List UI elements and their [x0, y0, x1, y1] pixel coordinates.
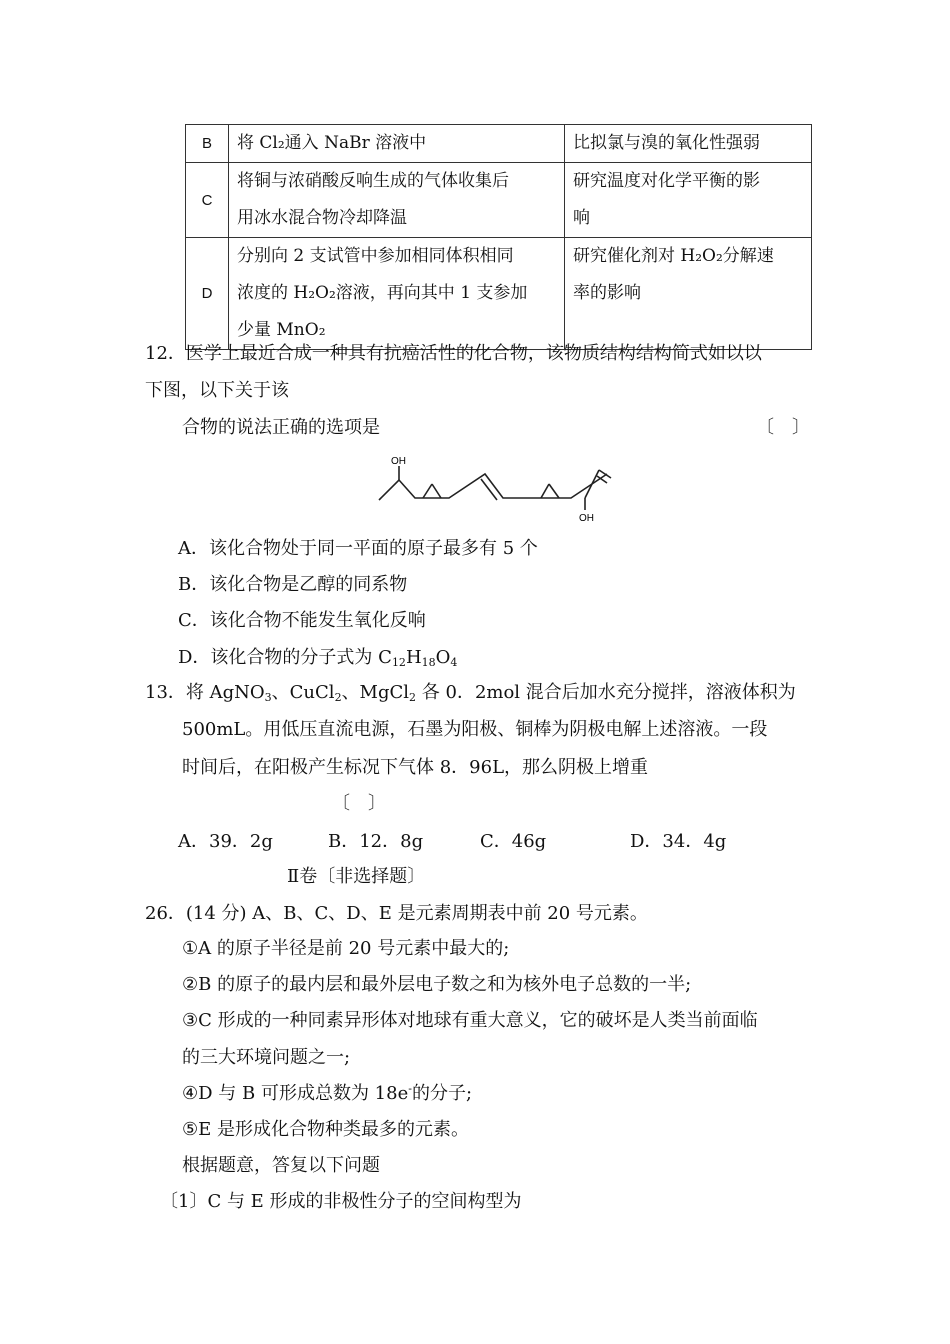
subscript: 12 — [391, 656, 406, 669]
subscript: 4 — [450, 656, 458, 669]
vinyl-double — [599, 470, 611, 478]
table-row — [186, 163, 812, 238]
subscript: 18 — [421, 656, 436, 669]
q26-item-3-line1: ③C 形成的一种同素异形体对地球有重大意义，它的破坏是人类当前面临 — [182, 1010, 758, 1031]
oh-top-label: OH — [391, 456, 406, 467]
text-span: 各 0．2mol 混合后加水充分搅拌，溶液体积为 — [416, 682, 796, 703]
row-label: D — [186, 238, 229, 350]
q12-option-d — [178, 646, 457, 670]
text-span: H — [405, 647, 422, 668]
epoxide-ring-right — [549, 484, 559, 498]
row-label: B — [186, 125, 229, 163]
cell-line: 将 Cl₂通入 NaBr 溶液中 — [237, 133, 427, 153]
subscript: 2 — [409, 691, 417, 704]
q13-option-a: A．39．2g — [178, 831, 273, 852]
table-cell — [565, 238, 812, 350]
q26-instruction: 根据题意，答复以下问题 — [182, 1155, 380, 1176]
cell-line: 响 — [573, 208, 590, 228]
cell-line: 将铜与浓硝酸反响生成的气体收集后 — [237, 171, 509, 191]
q26-stem: 26．(14 分) A、B、C、D、E 是元素周期表中前 20 号元素。 — [145, 903, 648, 924]
table-cell — [229, 238, 565, 350]
q13-answer-bracket: 〔 〕 — [332, 793, 386, 814]
text-span: 的分子; — [411, 1083, 473, 1104]
q12-stem-line3: 合物的说法正确的选项是 — [182, 417, 380, 438]
cell-line: 率的影响 — [573, 283, 641, 303]
superscript: - — [408, 1082, 412, 1095]
q13-stem-line3: 时间后，在阳极产生标况下气体 8．96L，那么阴极上增重 — [182, 757, 649, 778]
q12-stem-line2: 下图，以下关于该 — [145, 380, 289, 401]
text-span: 13．将 AgNO — [145, 682, 265, 703]
text-span: O — [435, 647, 451, 668]
cell-line: 用冰水混合物冷却降温 — [237, 208, 407, 228]
q12-stem-line1: 12．医学上最近合成一种具有抗癌活性的化合物，该物质结构结构简式如以以 — [145, 343, 762, 364]
epoxide-ring-left — [432, 484, 441, 498]
cell-line: 研究温度对化学平衡的影 — [573, 171, 760, 191]
q13-option-d: D．34．4g — [630, 831, 727, 852]
vinyl-bond — [585, 470, 599, 498]
oh-bottom-label: OH — [579, 513, 594, 524]
text-span: D．该化合物的分子式为 C — [178, 647, 392, 668]
double-bond-line — [481, 479, 497, 500]
q12-answer-bracket: 〔 〕 — [756, 417, 810, 438]
table-cell — [229, 125, 565, 163]
q13-stem-line2: 500mL。用低压直流电源，石墨为阳极、铜棒为阴极电解上述溶液。一段 — [182, 719, 768, 740]
cell-line: 浓度的 H₂O₂溶液，再向其中 1 支参加 — [237, 283, 528, 303]
table-cell — [565, 163, 812, 238]
q26-item-4 — [182, 1082, 472, 1106]
text-span: 、MgCl — [341, 682, 410, 703]
q26-subquestion-1: 〔1〕C 与 E 形成的非极性分子的空间构型为 — [160, 1191, 522, 1212]
subscript: 3 — [264, 691, 272, 704]
cell-line: 比拟氯与溴的氧化性强弱 — [573, 133, 760, 153]
carbon-chain — [379, 474, 607, 500]
epoxide-ring-right — [541, 484, 549, 498]
cell-line: 分别向 2 支试管中参加相同体积相同 — [237, 246, 514, 266]
q13-option-b: B．12．8g — [328, 831, 424, 852]
table-cell — [229, 163, 565, 238]
molecule-structure — [375, 452, 615, 524]
q26-item-5: ⑤E 是形成化合物种类最多的元素。 — [182, 1119, 469, 1140]
table-row — [186, 125, 812, 163]
table-cell — [565, 125, 812, 163]
q26-item-3-line2: 的三大环境问题之一; — [182, 1047, 351, 1068]
experiment-table — [185, 124, 812, 350]
q13-stem-line1 — [145, 681, 796, 705]
row-label: C — [186, 163, 229, 238]
q12-option-c: C．该化合物不能发生氧化反响 — [178, 610, 426, 631]
q26-item-2: ②B 的原子的最内层和最外层电子数之和为核外电子总数的一半; — [182, 974, 692, 995]
q12-option-b: B．该化合物是乙醇的同系物 — [178, 574, 408, 595]
text-span: 、CuCl — [271, 682, 335, 703]
epoxide-ring-left — [423, 484, 432, 498]
text-span: ④D 与 B 可形成总数为 18e — [182, 1083, 409, 1104]
q26-item-1: ①A 的原子半径是前 20 号元素中最大的; — [182, 938, 510, 959]
table-row — [186, 238, 812, 350]
cell-line: 研究催化剂对 H₂O₂分解速 — [573, 246, 774, 266]
subscript: 2 — [334, 691, 342, 704]
section-title: Ⅱ卷〔非选择题〕 — [287, 866, 426, 887]
q12-option-a: A．该化合物处于同一平面的原子最多有 5 个 — [178, 538, 538, 559]
cell-line: 少量 MnO₂ — [237, 320, 326, 340]
q13-option-c: C．46g — [480, 831, 547, 852]
